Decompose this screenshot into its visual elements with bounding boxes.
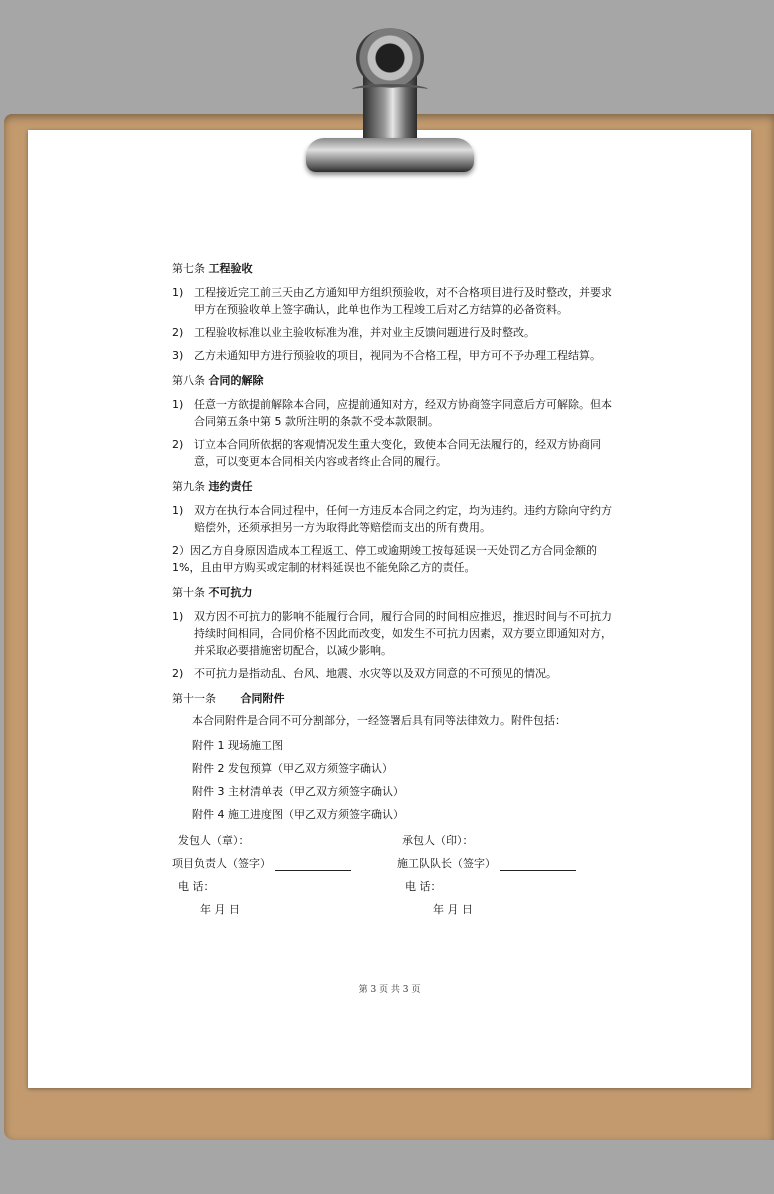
clause-item: 2) 订立本合同所依据的客观情况发生重大变化，致使本合同无法履行的，经双方协商同意，可以变更本合同相关内容或者终止合同的履行。 <box>172 438 601 468</box>
clause-item: 1) 任意一方欲提前解除本合同，应提前通知对方，经双方协商签字同意后方可解除。但本合同第五条中第 5 款所注明的条款不受本款限制。 <box>172 398 612 428</box>
section-heading: 第八条 合同的解除 <box>172 374 264 387</box>
attachment-intro: 本合同附件是合同不可分割部分，一经签署后具有同等法律效力。附件包括： <box>192 714 566 727</box>
attachment-item: 附件 3 主材清单表（甲乙双方须签字确认） <box>192 785 404 798</box>
client-seal-label: 发包人（章）： <box>178 834 250 847</box>
binder-clip-icon <box>306 138 474 172</box>
clip-rivet-icon <box>356 28 424 88</box>
client-date: 年 月 日 <box>200 903 240 916</box>
section-heading: 第十条 不可抗力 <box>172 586 253 599</box>
attachment-item: 附件 4 施工进度图（甲乙双方须签字确认） <box>192 808 404 821</box>
page-number: 第 3 页 共 3 页 <box>358 985 421 995</box>
signature-line <box>275 858 351 871</box>
signature-row <box>172 852 612 875</box>
clause-item: 2) 不可抗力是指动乱、台风、地震、水灾等以及双方同意的不可预见的情况。 <box>172 667 557 680</box>
clause-item: 1) 工程接近完工前三天由乙方通知甲方组织预验收，对不合格项目进行及时整改，并要求甲方在预验收单上签字确认，此单也作为工程竣工后对乙方结算的必备资料。 <box>172 286 612 316</box>
attachment-item: 附件 2 发包预算（甲乙双方须签字确认） <box>192 762 393 775</box>
clause-item: 1) 双方在执行本合同过程中，任何一方违反本合同之约定，均为违约。违约方除向守约方赔偿外，还须承担另一方为取得此等赔偿而支出的所有费用。 <box>172 504 612 534</box>
signature-line <box>500 858 576 871</box>
signature-row <box>172 829 612 852</box>
attachment-item: 附件 1 现场施工图 <box>192 739 283 752</box>
crew-lead-signature: 施工队队长（签字） <box>387 852 612 875</box>
clause-item: 1) 双方因不可抗力的影响不能履行合同，履行合同的时间相应推迟，推迟时间与不可抗力持续时间相同，合同价格不因此而改变，如发生不可抗力因素，双方要立即通知对方，并采取必要措施密切配合，以减少影响。 <box>172 610 612 657</box>
contractor-seal-label: 承包人（印）： <box>402 834 474 847</box>
contract-text <box>172 258 612 921</box>
clause-item: 3) 乙方未通知甲方进行预验收的项目，视同为不合格工程，甲方可不予办理工程结算。 <box>172 349 601 362</box>
contractor-date: 年 月 日 <box>433 903 473 916</box>
date-row <box>172 898 612 921</box>
section-heading: 第九条 违约责任 <box>172 480 253 493</box>
clause-item: 2）因乙方自身原因造成本工程返工、停工或逾期竣工按每延误一天处罚乙方合同金额的1%，且由甲方购买或定制的材料延误也不能免除乙方的责任。 <box>172 544 597 574</box>
clause-item: 2) 工程验收标准以业主验收标准为准，并对业主反馈问题进行及时整改。 <box>172 326 535 339</box>
clip-wire <box>352 84 428 95</box>
section-heading: 第七条 工程验收 <box>172 262 253 275</box>
project-lead-signature: 项目负责人（签字） <box>172 852 387 875</box>
contractor-phone-label: 电 话： <box>405 880 442 893</box>
section-heading: 第十一条 合同附件 <box>172 692 285 705</box>
phone-row <box>172 875 612 898</box>
client-phone-label: 电 话： <box>178 880 215 893</box>
